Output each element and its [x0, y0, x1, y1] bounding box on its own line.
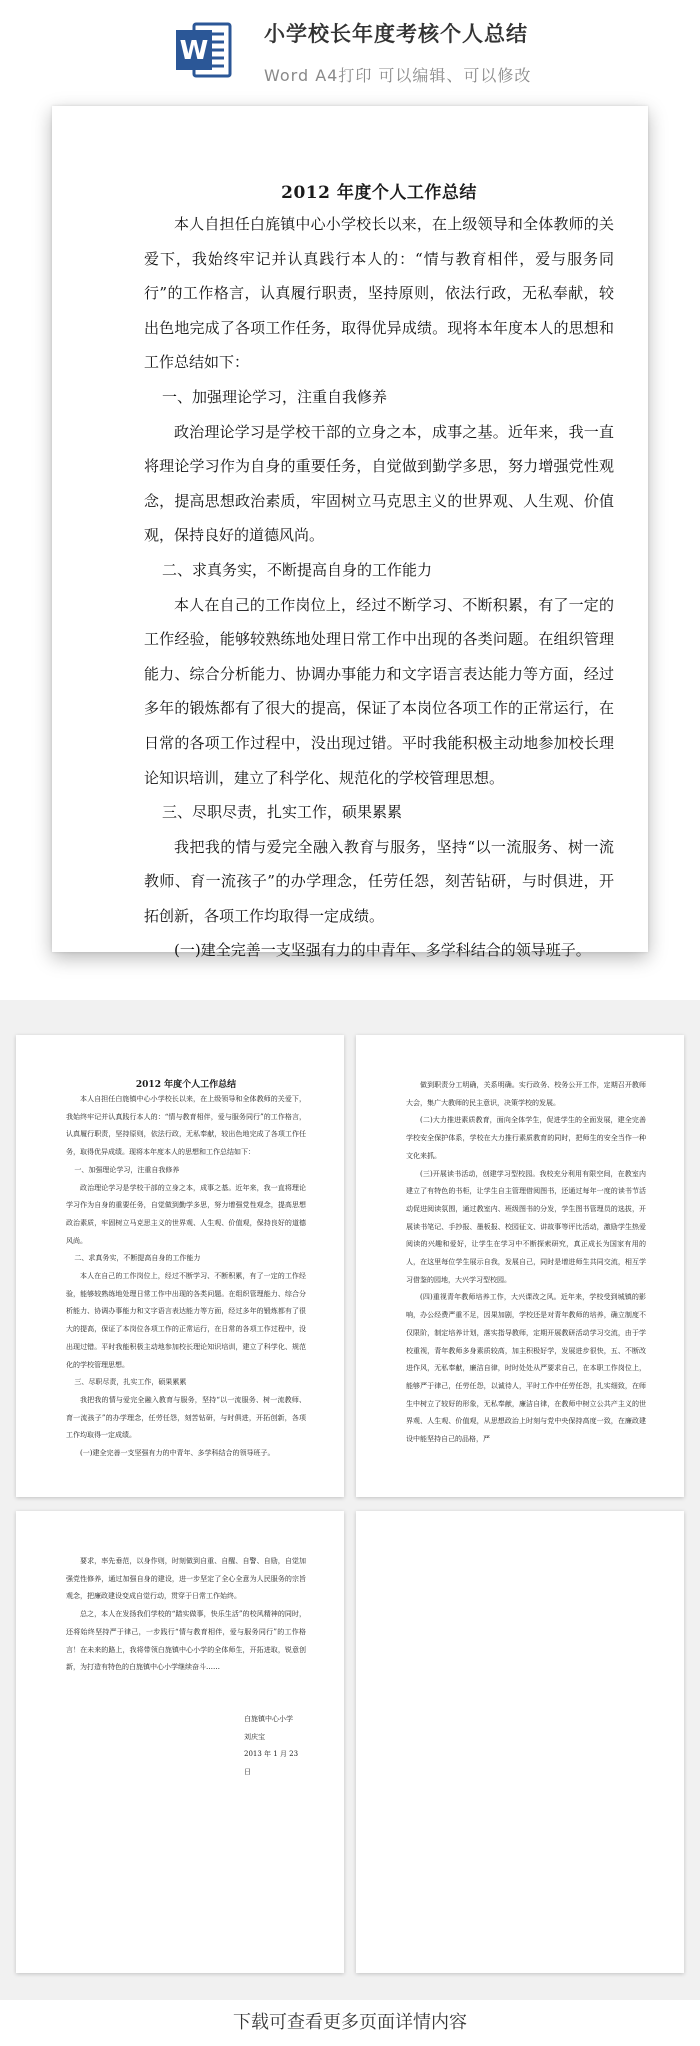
page-thumbnails — [0, 1000, 700, 2000]
section-body-1: 政治理论学习是学校干部的立身之本，成事之基。近年来，我一直将理论学习作为自身的重要任务，自觉做到勤学多思，努力增强党性观念，提高思想政治素质，牢固树立马克思主义的世界观、人生观、价值观，保持良好的道德风尚。 — [144, 422, 614, 545]
page-subtitle: Word A4打印 可以编辑、可以修改 — [264, 66, 532, 85]
thumbnail-paragraph: (一)建全完善一支坚强有力的中青年、多学科结合的领导班子。 — [80, 1449, 275, 1458]
thumbnail-page-1[interactable] — [16, 1035, 344, 1497]
sub-item: (一)建全完善一支坚强有力的中青年、多学科结合的领导班子。 — [174, 941, 591, 960]
thumbnail-page-2[interactable] — [356, 1035, 684, 1497]
signature-name: 刘庆宝 — [244, 1732, 265, 1741]
thumbnail-heading: 二、求真务实，不断提高自身的工作能力 — [74, 1254, 201, 1263]
section-heading-2: 二、求真务实，不断提高自身的工作能力 — [162, 560, 433, 579]
footer-more-pages-text: 下载可查看更多页面详情内容 — [233, 2012, 467, 2033]
thumbnail-body — [66, 1077, 306, 1463]
signature-org: 白旄镇中心小学 — [244, 1714, 293, 1723]
word-icon-letter: W — [179, 36, 209, 66]
thumbnail-page-3[interactable] — [16, 1511, 344, 1973]
thumbnail-page-4[interactable] — [356, 1511, 684, 1973]
section-body-2: 本人在自己的工作岗位上，经过不断学习、不断积累，有了一定的工作经验，能够较熟练地处理日常工作中出现的各类问题。在组织管理能力、综合分析能力、协调办事能力和文字语言表达能力等方面，经过多年的锻炼都有了很大的提高，保证了本岗位各项工作的正常运行，在日常的各项工作过程中，没出现过错。平时我能积极主动地参加校长理论知识培训，建立了科学化、规范化的学校管理思想。 — [144, 595, 614, 787]
thumbnail-paragraph: 总之，本人在发扬我们学校的“踏实做事，快乐生活”的校风精神的同时，还将始终坚持严于律己，一步践行“情与教育相伴，爱与服务同行”的工作格言！在未来的路上，我将带领白旄镇中心小学的全体师生，开拓进取，锐意创新，为打造有特色的白旄镇中心小学继续奋斗…… — [66, 1610, 306, 1672]
document-title: 2012 年度个人工作总结 — [281, 183, 477, 203]
thumbnail-paragraph: 要求，率先垂范，以身作则，时刻做到自重、自醒、自警、自励，自觉加强党性修养，通过加强自身的建设，进一步坚定了全心全意为人民服务的宗旨观念，把廉政建设变成自觉行动，贯穿于日常工作始终。 — [66, 1557, 306, 1601]
section-body-3: 我把我的情与爱完全融入教育与服务，坚持“以一流服务、树一流教师、育一流孩子”的办学理念，任劳任怨，刻苦钻研，与时俱进，开拓创新，各项工作均取得一定成绩。 — [144, 837, 614, 925]
thumbnail-title: 2012 年度个人工作总结 — [135, 1080, 237, 1090]
word-document-icon — [172, 18, 236, 82]
thumbnail-body — [66, 1553, 306, 1782]
thumbnail-heading: 三、尽职尽责，扎实工作，硕果累累 — [74, 1378, 187, 1387]
document-body — [144, 178, 614, 968]
section-heading-1: 一、加强理论学习，注重自我修养 — [162, 387, 388, 406]
thumbnail-paragraph: 本人在自己的工作岗位上，经过不断学习、不断积累，有了一定的工作经验，能够较熟练地处理日常工作中出现的各类问题。在组织管理能力、综合分析能力、协调办事能力和文字语言表达能力等方面，经过多年的锻炼都有了很大的提高，保证了本岗位各项工作的正常运行，在日常的各项工作过程中，没出现过错。平时我能积极主动地参加校长理论知识培训，建立了科学化、规范化的学校管理思想。 — [66, 1272, 306, 1369]
thumbnail-paragraph: (四)重视青年教师培养工作，大兴课改之风。近年来，学校受到城镇的影响，办公经费严重不足，因果加剧，学校还是对青年教师的培养，确立制度不仅限阶，制定培养计划，落实指导教师，定期开展教研活动学习交流，由于学校重视，青年教师多身素质较高，加主积极好学，发展进步很快，五、不断改进作风，无私奉献，廉洁自律，时时处处从严要求自己，在本职工作岗位上，能够严于律己，任劳任怨，以诚待人，平时工作中任劳任怨，扎实细致，在师生中树立了较好的形象，无私奉献，廉洁自律，在教师中树立公共产主义的世界观、人生观、价值观，从思想政治上时刻与党中央保持高度一致，在廉政建设中能坚持自己的品格，严 — [406, 1293, 646, 1444]
thumbnail-heading: 一、加强理论学习，注重自我修养 — [74, 1165, 180, 1174]
signature-date: 2013 年 1 月 23 日 — [244, 1750, 299, 1777]
thumbnail-body — [406, 1077, 646, 1449]
thumbnail-paragraph: 政治理论学习是学校干部的立身之本，成事之基。近年来，我一直将理论学习作为自身的重要任务，自觉做到勤学多思，努力增强党性观念，提高思想政治素质，牢固树立马克思主义的世界观、人生观、价值观，保持良好的道德风尚。 — [66, 1183, 306, 1245]
thumbnail-paragraph: (三)开展读书活动，创建学习型校园。我校充分利用有限空间，在教室内建立了有特色的书柜，让学生自主管理借阅图书，还通过每年一度的读书节活动促进阅读氛围，通过教室内、班级图书的分发，学生图书管理员的选拔，开展读书笔记、手抄报、墨板报、校园征文、讲故事等评比活动，激励学生热爱阅读的兴趣和爱好，让学生在学习中不断探索研究，真正成长为国家有用的人，在这里每位学生展示自我，发展自己，同时是增进师生共同交流，相互学习借鉴的园地，大兴学习型校园。 — [406, 1169, 646, 1284]
thumbnail-paragraph: 做到职责分工明确，关系明确。实行政务、校务公开工作，定期召开教师大会，集广大教师的民主意识，决策学校的发展。 — [406, 1081, 646, 1107]
signature-block — [66, 1711, 306, 1782]
page-title: 小学校长年度考核个人总结 — [264, 22, 528, 46]
thumbnail-paragraph: 本人自担任白旄镇中心小学校长以来，在上级领导和全体教师的关爱下，我始终牢记并认真践行本人的：“情与教育相伴，爱与服务同行”的工作格言，认真履行职责，坚持原则，依法行政，无私奉献，较出色地完成了各项工作任务，取得优异成绩。现将本年度本人的思想和工作总结如下： — [66, 1095, 306, 1157]
thumbnail-paragraph: 我把我的情与爱完全融入教育与服务，坚持“以一流服务、树一流教师、育一流孩子”的办学理念，任劳任怨，刻苦钻研，与时俱进，开拓创新，各项工作均取得一定成绩。 — [66, 1395, 306, 1440]
intro-paragraph: 本人自担任白旄镇中心小学校长以来，在上级领导和全体教师的关爱下，我始终牢记并认真践行本人的：“情与教育相伴，爱与服务同行”的工作格言，认真履行职责，坚持原则，依法行政，无私奉献，较出色地完成了各项工作任务，取得优异成绩。现将本年度本人的思想和工作总结如下： — [144, 215, 614, 372]
thumbnail-paragraph: (二)大力推进素质教育，面向全体学生，促进学生的全面发展，建全完善学校安全保护体系，学校在大力推行素质教育的同时，把师生的安全当作一种文化来抓。 — [406, 1116, 646, 1160]
header-banner — [0, 0, 700, 95]
document-preview-page — [52, 106, 648, 960]
section-heading-3: 三、尽职尽责，扎实工作，硕果累累 — [162, 803, 403, 822]
